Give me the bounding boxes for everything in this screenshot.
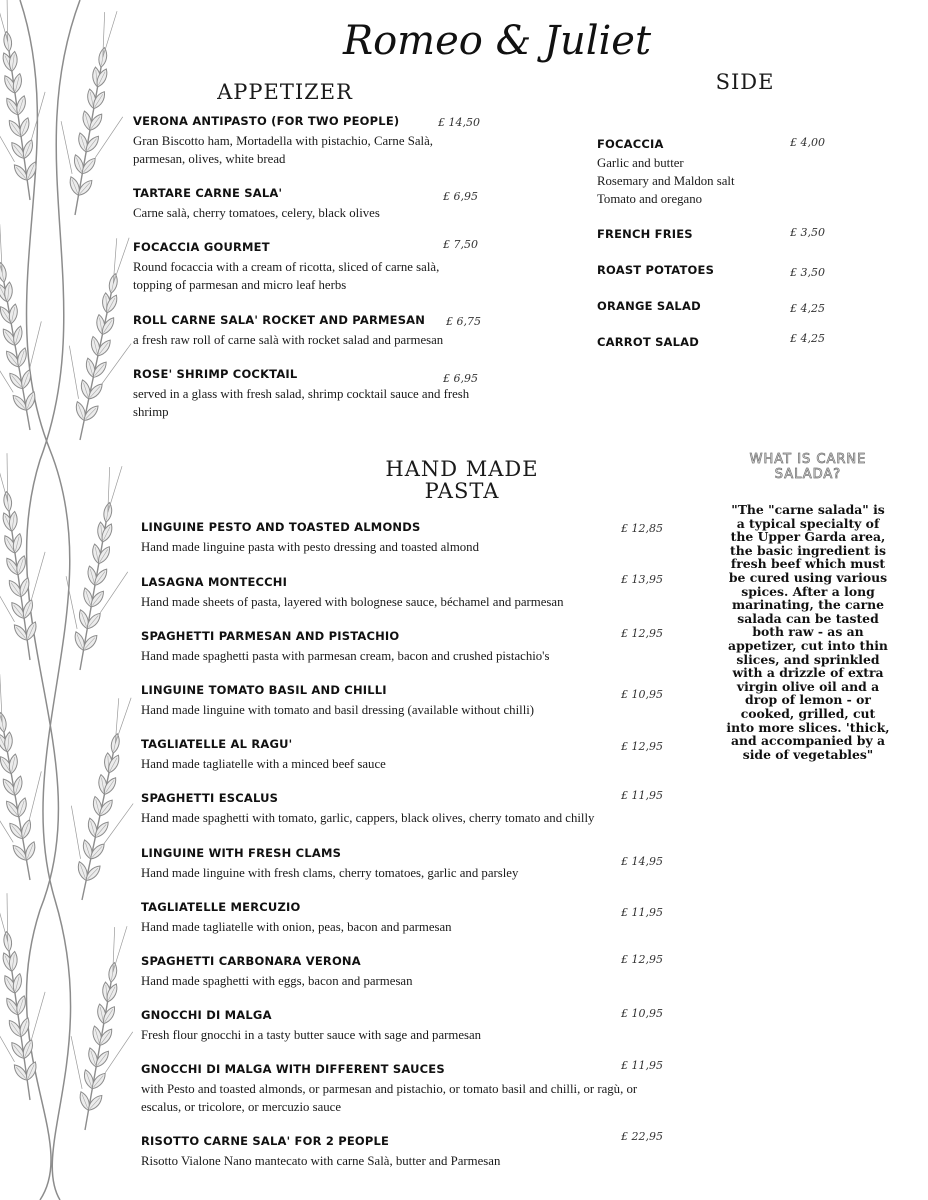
- pasta-item-price: £ 13,95: [621, 573, 663, 586]
- appetizer-item-desc: Round focaccia with a cream of ricotta, sliced of carne salà, topping of parmesan and micro leaf herbs: [133, 260, 440, 292]
- side-item: [597, 137, 787, 208]
- pasta-item-desc: Risotto Vialone Nano mantecato with carne Salà, butter and Parmesan: [141, 1154, 501, 1168]
- side-item-name: ORANGE SALAD: [597, 299, 701, 313]
- appetizer-item-desc: Carne salà, cherry tomatoes, celery, black olives: [133, 206, 380, 220]
- pasta-item: [141, 1008, 611, 1044]
- pasta-item: [141, 737, 611, 773]
- side-item-price: £ 4,25: [790, 332, 825, 345]
- pasta-item-desc: Hand made linguine with fresh clams, cherry tomatoes, garlic and parsley: [141, 866, 519, 880]
- appetizer-item-desc: served in a glass with fresh salad, shrimp cocktail sauce and fresh shrimp: [133, 387, 470, 419]
- pasta-item-price: £ 14,95: [621, 855, 663, 868]
- appetizer-title: APPETIZER: [217, 80, 353, 104]
- pasta-item-price: £ 10,95: [621, 688, 663, 701]
- pasta-item-price: £ 11,95: [621, 789, 663, 802]
- pasta-item-price: £ 12,95: [621, 627, 663, 640]
- pasta-title-line1: HAND MADE: [385, 457, 539, 481]
- pasta-item: [141, 791, 641, 827]
- pasta-item: [141, 575, 611, 611]
- appetizer-item: [133, 114, 478, 168]
- restaurant-logo: [342, 6, 652, 80]
- carne-salada-info-text: "The "carne salada" is a typical specialty of the Upper Garda area, the basic ingredient is fresh beef which must be cured using various spices. After a long marinating, the carne salada can be tasted both raw - as an appetizer, cut into thin slices, and sprinkled with a drizzle of extra virgin olive oil and a drop of lemon - or cooked, grilled, cut into more slices. 'thick, and accompanied by a side of vegetables": [726, 502, 890, 762]
- pasta-title-line2: PASTA: [424, 479, 500, 503]
- pasta-item-name: LINGUINE PESTO AND TOASTED ALMONDS: [141, 520, 421, 534]
- pasta-item-name: LASAGNA MONTECCHI: [141, 575, 288, 589]
- side-item-option: Tomato and oregano: [597, 192, 702, 206]
- pasta-item-price: £ 12,85: [621, 522, 663, 535]
- pasta-item: [141, 1062, 676, 1116]
- pasta-item-price: £ 12,95: [621, 953, 663, 966]
- appetizer-item: [133, 240, 478, 294]
- appetizer-item-name: FOCACCIA GOURMET: [133, 240, 270, 254]
- pasta-item-desc: Hand made spaghetti pasta with parmesan cream, bacon and crushed pistachio's: [141, 649, 550, 663]
- side-item-name: CARROT SALAD: [597, 335, 700, 349]
- pasta-item: [141, 900, 611, 936]
- pasta-item-name: GNOCCHI DI MALGA: [141, 1008, 272, 1022]
- pasta-item-price: £ 12,95: [621, 740, 663, 753]
- side-item-price: £ 4,00: [790, 136, 825, 149]
- appetizer-item: [133, 186, 478, 222]
- logo-text: Romeo & Juliet: [342, 18, 652, 64]
- pasta-item-name: GNOCCHI DI MALGA WITH DIFFERENT SAUCES: [141, 1062, 445, 1076]
- appetizer-item-name: ROLL CARNE SALA' ROCKET AND PARMESAN: [133, 313, 426, 327]
- wheat-ears: [0, 0, 155, 1135]
- appetizer-item-price: £ 7,50: [443, 238, 478, 251]
- pasta-item-desc: Hand made linguine pasta with pesto dressing and toasted almond: [141, 540, 479, 554]
- appetizer-item-desc: Gran Biscotto ham, Mortadella with pistachio, Carne Salà, parmesan, olives, white bread: [133, 134, 433, 166]
- pasta-item: [141, 629, 611, 665]
- pasta-item-desc: Fresh flour gnocchi in a tasty butter sauce with sage and parmesan: [141, 1028, 482, 1042]
- appetizer-item-price: £ 14,50: [438, 116, 480, 129]
- pasta-item-price: £ 11,95: [621, 1059, 663, 1072]
- side-item-price: £ 3,50: [790, 266, 825, 279]
- wheat-border-illustration: [0, 0, 135, 1200]
- appetizer-item-price: £ 6,95: [443, 372, 478, 385]
- pasta-item-name: RISOTTO CARNE SALA' FOR 2 PEOPLE: [141, 1134, 390, 1148]
- pasta-item-desc: Hand made tagliatelle with a minced beef sauce: [141, 757, 386, 771]
- side-item-name: FRENCH FRIES: [597, 227, 693, 241]
- pasta-item-name: LINGUINE TOMATO BASIL AND CHILLI: [141, 683, 387, 697]
- pasta-item-price: £ 22,95: [621, 1130, 663, 1143]
- pasta-item-name: SPAGHETTI ESCALUS: [141, 791, 279, 805]
- appetizer-item-price: £ 6,75: [446, 315, 481, 328]
- pasta-item-desc: Hand made spaghetti with tomato, garlic, cappers, black olives, cherry tomato and chilly: [141, 811, 595, 825]
- pasta-item-name: TAGLIATELLE MERCUZIO: [141, 900, 301, 914]
- appetizer-item-price: £ 6,95: [443, 190, 478, 203]
- pasta-title: [362, 458, 562, 502]
- pasta-item-desc: Hand made tagliatelle with onion, peas, bacon and parmesan: [141, 920, 452, 934]
- pasta-item: [141, 683, 611, 719]
- pasta-item: [141, 520, 611, 556]
- appetizer-item: [133, 367, 478, 421]
- appetizer-item-name: TARTARE CARNE SALA': [133, 186, 283, 200]
- pasta-item-desc: Hand made linguine with tomato and basil dressing (available without chilli): [141, 703, 535, 717]
- pasta-item-desc: with Pesto and toasted almonds, or parmesan and pistachio, or tomato basil and chilli, or ragù, or escalus, or tricolore, or mercuzio sauce: [141, 1082, 638, 1114]
- side-item-price: £ 4,25: [790, 302, 825, 315]
- appetizer-item: [133, 313, 493, 349]
- pasta-item-desc: Hand made sheets of pasta, layered with bolognese sauce, béchamel and parmesan: [141, 595, 564, 609]
- appetizer-item-name: VERONA ANTIPASTO (FOR TWO PEOPLE): [133, 114, 400, 128]
- pasta-item: [141, 846, 611, 882]
- side-item-price: £ 3,50: [790, 226, 825, 239]
- appetizer-item-name: ROSE' SHRIMP COCKTAIL: [133, 367, 298, 381]
- appetizer-item-desc: a fresh raw roll of carne salà with rocket salad and parmesan: [133, 333, 444, 347]
- side-title: SIDE: [715, 70, 775, 94]
- pasta-item-name: TAGLIATELLE AL RAGU': [141, 737, 293, 751]
- side-item-option: Rosemary and Maldon salt: [597, 174, 735, 188]
- side-item-name: ROAST POTATOES: [597, 263, 715, 277]
- pasta-item-price: £ 10,95: [621, 1007, 663, 1020]
- side-item-name: FOCACCIA: [597, 137, 664, 151]
- pasta-item-name: SPAGHETTI CARBONARA VERONA: [141, 954, 361, 968]
- pasta-item-desc: Hand made spaghetti with eggs, bacon and parmesan: [141, 974, 413, 988]
- pasta-item: [141, 1134, 611, 1170]
- pasta-item-name: LINGUINE WITH FRESH CLAMS: [141, 846, 342, 860]
- carne-salada-info-title: WHAT IS CARNE SALADA?: [749, 452, 867, 482]
- pasta-item-name: SPAGHETTI PARMESAN AND PISTACHIO: [141, 629, 400, 643]
- side-item-option: Garlic and butter: [597, 156, 684, 170]
- pasta-item: [141, 954, 611, 990]
- pasta-item-price: £ 11,95: [621, 906, 663, 919]
